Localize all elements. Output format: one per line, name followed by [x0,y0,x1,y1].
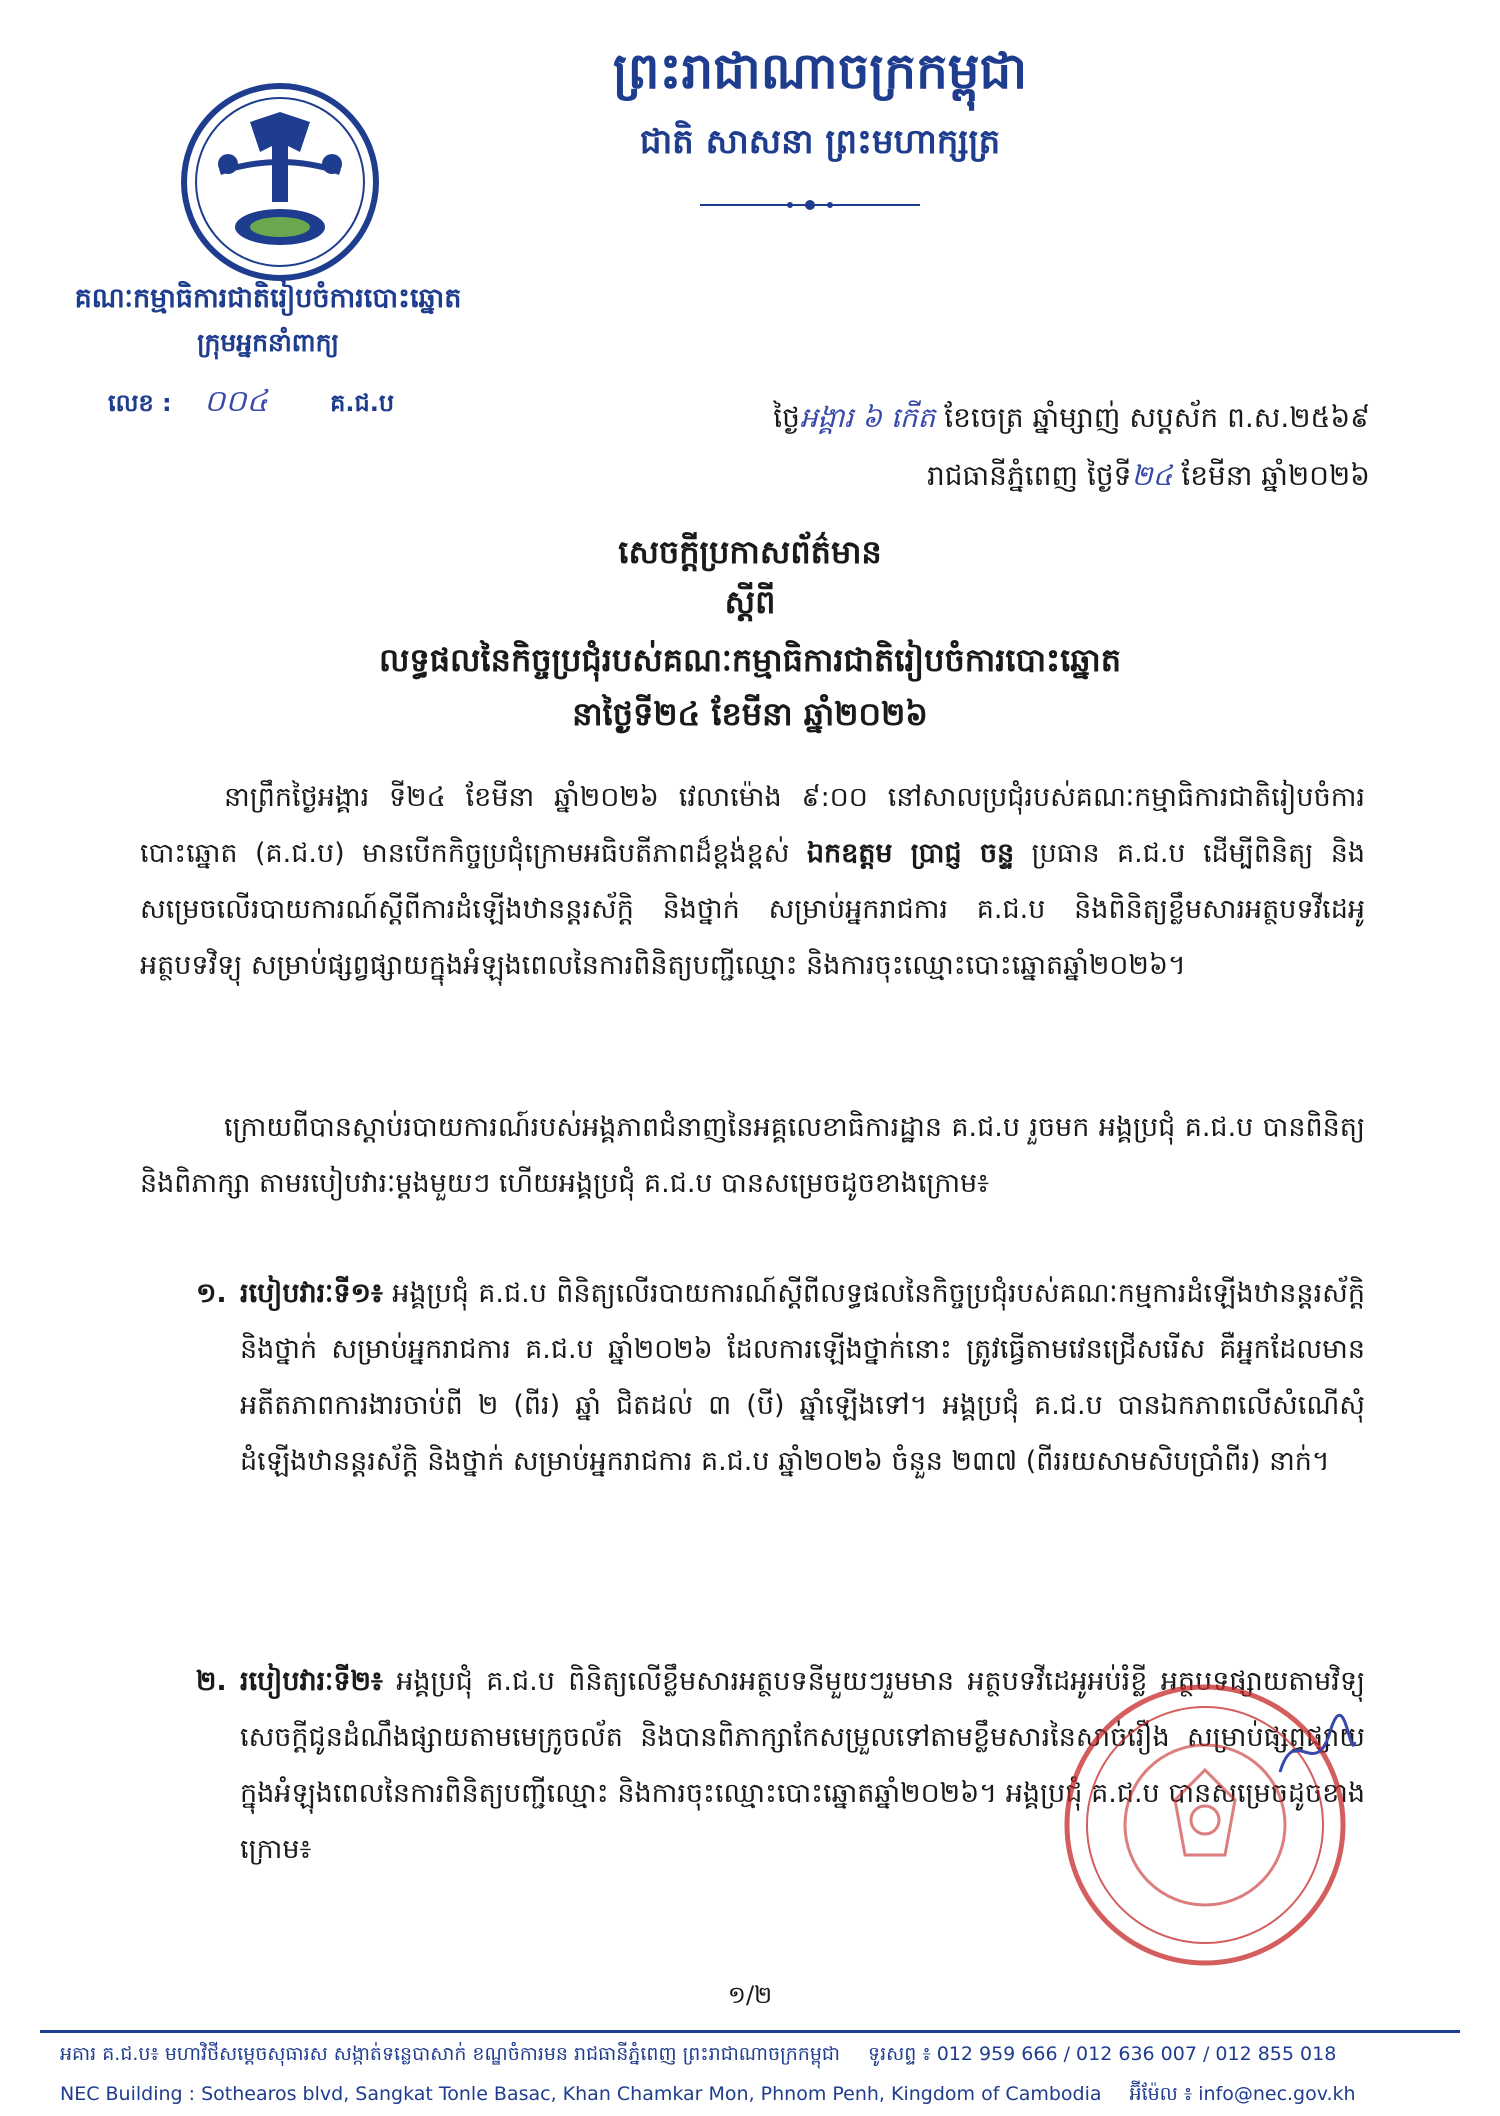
footer-address-khmer [60,2042,1336,2070]
ornament-divider [700,198,920,212]
nec-emblem-logo [180,82,380,282]
document-title-about: ស្តីពី [724,583,776,621]
solar-date-prefix: រាជធានីភ្នំពេញ ថ្ងៃទី [926,459,1132,492]
lunar-date-handwritten: អង្គារ ៦ កើត [799,401,936,434]
paragraph-2 [140,1100,1365,1212]
footer-address-en-text: NEC Building : Sothearos blvd, Sangkat Tonle Basac, Khan Chamkar Mon, Phnom Penh, Kingdom of Cambodia [60,2083,1102,2105]
solar-date-suffix: ខែមីនា ឆ្នាំ២០២៦ [1181,459,1370,492]
paragraph-1-text-b: ប្រធាន គ.ជ.ប ដើម្បីពិនិត្យ និងសម្រេចលើរបាយការណ៍ស្តីពីការដំឡើងឋានន្តរស័ក្តិ និងថ្នាក់ សម្រាប់អ្នករាជការ គ.ជ.ប និងពិនិត្យខ្លឹមសារអត្ថបទវីដេអូ អត្ថបទវិទ្យុ សម្រាប់ផ្សព្វផ្សាយក្នុងអំឡុងពេលនៃការពិនិត្យបញ្ជីឈ្មោះ និងការចុះឈ្មោះបោះឆ្នោតឆ្នាំ២០២៦។ [140,838,1366,981]
agenda-item-1-number: ១. [196,1278,227,1309]
lunar-date-suffix: ខែចេត្រ ឆ្នាំម្សាញ់ សប្តស័ក ព.ស.២៥៦៩ [944,401,1370,434]
kingdom-title: ព្រះរាជាណាចក្រកម្ពុជា [612,41,1028,100]
paragraph-1 [140,770,1365,994]
document-subject-date: នាថ្ងៃទី២៤ ខែមីនា ឆ្នាំ២០២៦ [572,695,928,733]
document-title: សេចក្តីប្រកាសព័ត៌មាន [618,533,882,571]
national-motto: ជាតិ សាសនា ព្រះមហាក្សត្រ [639,122,1001,162]
document-subject: លទ្ធផលនៃកិច្ចប្រជុំរបស់គណៈកម្មាធិការជាតិរៀបចំការបោះឆ្នោត [378,641,1122,679]
solar-date-day: ២៤ [1131,459,1173,492]
reference-label: លេខ : [108,389,172,417]
footer-email: អ៊ីម៉ែល ៖ info@nec.gov.kh [1129,2083,1356,2105]
chairman-name: ឯកឧត្តម ប្រាជ្ញ ចន្ទ [806,838,1015,869]
agenda-item-1 [196,1266,1365,1490]
footer-phone: ទូរសព្ទ ៖ 012 959 666 / 012 636 007 / 012 855 018 [868,2043,1337,2065]
page-number: ១/២ [727,1981,773,2009]
footer-divider [40,2030,1460,2033]
footer-address-english [60,2082,1356,2110]
agenda-item-1-label: របៀបវារៈទី១៖ [240,1278,383,1309]
lunar-date [773,400,1370,441]
agenda-item-2-text: អង្គប្រជុំ គ.ជ.ប ពិនិត្យលើខ្លឹមសារអត្ថបទនីមួយៗរួមមាន អត្ថបទវីដេអូអប់រំខ្លី អត្ថបទផ្សាយតាមវិទ្យុ សេចក្តីជូនដំណឹងផ្សាយតាមមេក្រូចល័ត និងបានពិភាក្សាកែសម្រួលទៅតាមខ្លឹមសារនៃសាច់រឿង សម្រាប់ផ្សព្វផ្សាយក្នុងអំឡុងពេលនៃការពិនិត្យបញ្ជីឈ្មោះ និងការចុះឈ្មោះបោះឆ្នោតឆ្នាំ២០២៦។ អង្គប្រជុំ គ.ជ.ប បានសម្រេចដូចខាងក្រោម៖ [240,1666,1365,1865]
organization-name: គណៈកម្មាធិការជាតិរៀបចំការបោះឆ្នោត [74,283,462,314]
department-name: ក្រុមអ្នកនាំពាក្យ [197,328,339,357]
solar-date [927,458,1370,499]
agenda-item-2-label: របៀបវារៈទី២៖ [240,1666,383,1697]
lunar-date-prefix: ថ្ងៃ [773,401,800,434]
paragraph-2-text: ក្រោយពីបានស្តាប់របាយការណ៍របស់អង្គភាពជំនាញនៃអគ្គលេខាធិការដ្ឋាន គ.ជ.ប រួចមក អង្គប្រជុំ គ.ជ.ប បានពិនិត្យ និងពិភាក្សា តាមរបៀបវារៈម្តងមួយៗ ហើយអង្គប្រជុំ គ.ជ.ប បានសម្រេចដូចខាងក្រោម៖ [140,1112,1365,1199]
reference-number-value: ០០៤ [204,384,268,419]
reference-unit: គ.ជ.ប [330,389,395,417]
reference-number [108,382,394,426]
agenda-item-1-text: អង្គប្រជុំ គ.ជ.ប ពិនិត្យលើរបាយការណ៍ស្តីពីលទ្ធផលនៃកិច្ចប្រជុំរបស់គណៈកម្មការដំឡើងឋានន្តរស័ក្តិ និងថ្នាក់ សម្រាប់អ្នករាជការ គ.ជ.ប ឆ្នាំ២០២៦ ដែលការឡើងថ្នាក់នោះ ត្រូវធ្វើតាមវេនជ្រើសរើស គឺអ្នកដែលមានអតីតភាពការងារចាប់ពី ២ (ពីរ) ឆ្នាំ ជិតដល់ ៣ (បី) ឆ្នាំឡើងទៅ។ អង្គប្រជុំ គ.ជ.ប បានឯកភាពលើសំណើសុំដំឡើងឋានន្តរស័ក្តិ និងថ្នាក់ សម្រាប់អ្នករាជការ គ.ជ.ប ឆ្នាំ២០២៦ ចំនួន ២៣៧ (ពីររយសាមសិបប្រាំពីរ) នាក់។ [240,1278,1365,1477]
footer-address-kh-text: អគារ គ.ជ.ប៖ មហាវិថីសម្តេចសុធារស សង្កាត់ទន្លេបាសាក់ ខណ្ឌចំការមន រាជធានីភ្នំពេញ ព្រះរាជាណាចក្រកម្ពុជា [60,2043,841,2065]
paragraph-1-text-a: នាព្រឹកថ្ងៃអង្គារ ទី២៤ ខែមីនា ឆ្នាំ២០២៦ វេលាម៉ោង ៩:០០ នៅសាលប្រជុំរបស់គណៈកម្មាធិការជាតិរៀបចំការបោះឆ្នោត (គ.ជ.ប) មានបើកកិច្ចប្រជុំក្រោមអធិបតីភាពដ៏ខ្ពង់ខ្ពស់ [140,782,1365,869]
agenda-item-2-number: ២. [196,1666,227,1697]
signature [1270,1712,1360,1792]
